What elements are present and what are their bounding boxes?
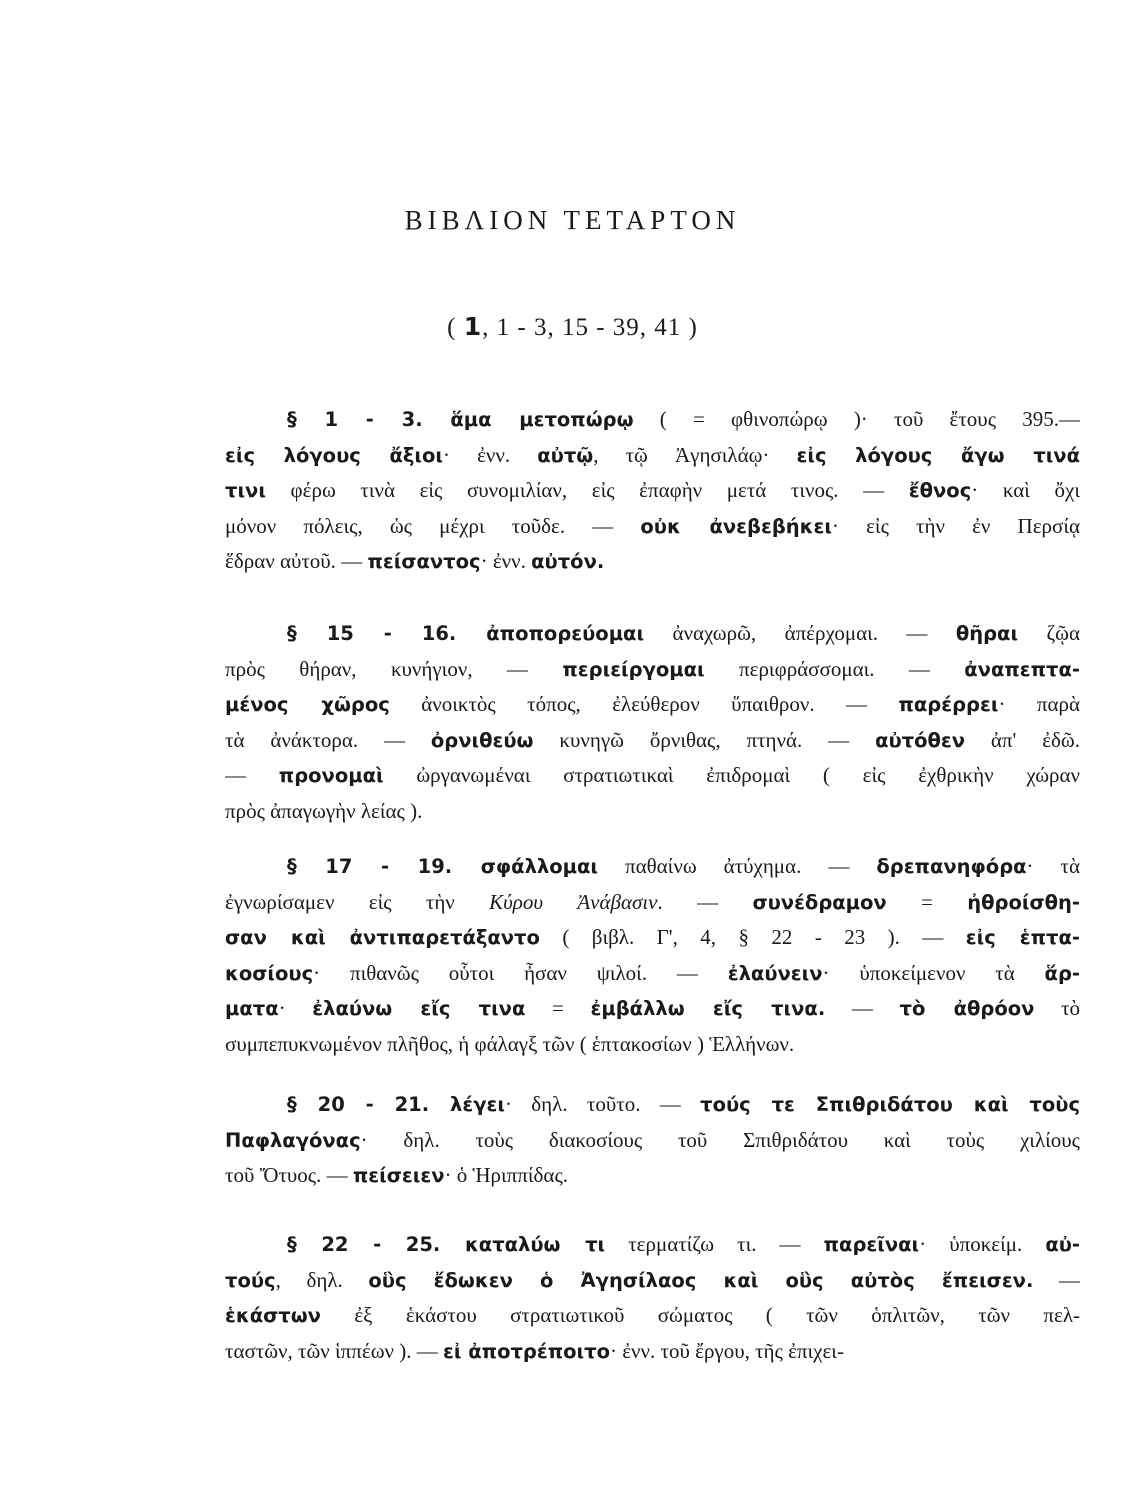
chapter-number: 1: [463, 312, 483, 341]
gloss: —: [825, 996, 900, 1020]
lemma: § 15 - 16. ἀποπορεύομαι: [287, 622, 645, 645]
gloss: ζῷα: [1018, 621, 1080, 645]
lemma: σαν καὶ ἀντιπαρετάξαντο: [225, 926, 540, 949]
gloss: · ἐνν.: [480, 549, 532, 573]
lemma: § 17 - 19. σφάλλομαι: [287, 855, 598, 878]
lemma: τὸ ἀθρόον: [899, 997, 1035, 1020]
lemma: Παφλαγόνας: [225, 1128, 361, 1152]
text-line: [225, 794, 1080, 830]
lemma: § 20 - 21. λέγει: [287, 1093, 505, 1116]
gloss: , τῷ Ἀγησιλάῳ·: [593, 442, 797, 467]
lemma: πείσειεν: [352, 1164, 445, 1187]
lemma: ὀρνιθεύω: [430, 728, 534, 752]
section-1-3: [225, 402, 1080, 580]
lemma: δρεπανηφόρα: [876, 855, 1027, 878]
gloss: · καὶ ὄχι: [971, 478, 1080, 502]
gloss: · παρὰ: [998, 692, 1080, 716]
lemma: ἐλαύνειν: [727, 961, 823, 985]
range-list: , 1 - 3, 15 - 39, 41 ): [482, 314, 698, 341]
gloss: . —: [657, 889, 753, 914]
text-line: [225, 438, 1080, 474]
lemma: οὐκ ἀνεβεβήκει: [640, 514, 832, 538]
gloss: πρὸς ἀπαγωγὴν λείας ).: [225, 798, 423, 823]
gloss: ταστῶν, τῶν ἱππέων ). —: [225, 1338, 444, 1363]
gloss: ( = φθινοπώρῳ )· τοῦ ἔτους 395.—: [633, 407, 1080, 431]
gloss: ἀπ' ἐδῶ.: [965, 727, 1080, 752]
text-line: [225, 544, 1080, 580]
gloss: τερματίζω τι. —: [605, 1232, 824, 1256]
text-line: [225, 920, 1080, 956]
text-line: [225, 849, 1080, 885]
gloss: · δηλ. τοὺς διακοσίους τοῦ Σπιθριδάτου καὶ τοὺς χιλίους: [360, 1127, 1080, 1152]
gloss: · εἰς τὴν ἐν Περσίᾳ: [831, 513, 1080, 538]
section-22-25: [225, 1227, 1080, 1369]
lemma: ἔθνος: [908, 479, 972, 502]
gloss: =: [886, 889, 968, 914]
lemma: ματα: [225, 997, 279, 1020]
text-line: [225, 723, 1080, 759]
gloss: ·: [278, 996, 313, 1020]
lemma: κοσίους: [225, 961, 314, 985]
lemma: εἰς λόγους ἄξιοι: [225, 443, 443, 467]
gloss: · δηλ. τοῦτο. —: [504, 1092, 701, 1116]
gloss: ἀνοικτὸς τόπος, ἐλεύθερον ὕπαιθρον. —: [389, 692, 899, 716]
gloss: τὰ ἀνάκτορα. —: [225, 727, 431, 752]
gloss: —: [225, 763, 279, 787]
lemma: ἅρ-: [1044, 961, 1080, 985]
lemma: εἰ ἀποτρέποιτο: [443, 1339, 610, 1363]
gloss: · ὁ Ἡριππίδας.: [444, 1163, 569, 1187]
lemma: ἑκάστων: [225, 1304, 321, 1327]
gloss: · ὑποκείμ.: [919, 1232, 1046, 1256]
gloss: =: [525, 996, 591, 1020]
lemma: αὐτῷ: [537, 443, 594, 467]
gloss: μόνον πόλεις, ὡς μέχρι τοῦδε. —: [225, 513, 641, 538]
lemma: θῆραι: [955, 622, 1019, 645]
text-line: [225, 509, 1080, 545]
lemma: § 22 - 25. καταλύω τι: [287, 1233, 606, 1256]
lemma: οὓς ἔδωκεν ὁ Ἀγησίλαος καὶ οὓς αὐτὸς ἔπεισεν.: [368, 1268, 1034, 1292]
gloss: ἕδραν αὐτοῦ. —: [225, 549, 368, 573]
text-line: [225, 956, 1080, 992]
lemma: τούς: [225, 1268, 276, 1292]
text-line: [225, 402, 1080, 438]
gloss: ἐξ ἑκάστου στρατιωτικοῦ σώματος ( τῶν ὁπλιτῶν, τῶν πελ-: [320, 1303, 1080, 1327]
gloss: παθαίνω ἀτύχημα. —: [598, 854, 877, 878]
gloss: · τὰ: [1026, 854, 1080, 878]
gloss: ἀναχωρῶ, ἀπέρχομαι. —: [644, 621, 956, 645]
text-line: [225, 758, 1080, 794]
section-20-21: [225, 1087, 1080, 1194]
text-line: [225, 1123, 1080, 1159]
lemma: ἀναπεπτα-: [964, 657, 1080, 681]
text-line: [225, 616, 1080, 652]
gloss: , δηλ.: [275, 1267, 369, 1292]
gloss: κυνηγῶ ὄρνιθας, πτηνά. —: [533, 727, 876, 752]
lemma: εἰς ἑπτα-: [965, 926, 1080, 949]
text-line: [225, 1263, 1080, 1299]
gloss: ὠργανωμέναι στρατιωτικαὶ ἐπιδρομαὶ ( εἰς ἐχθρικὴν χώραν: [383, 763, 1080, 787]
section-17-19: [225, 849, 1080, 1062]
text-line: [225, 991, 1080, 1027]
lemma: ἠθροίσθη-: [967, 890, 1080, 914]
lemma: § 1 - 3. ἅμα μετοπώρῳ: [287, 408, 634, 431]
text-line: [225, 473, 1080, 509]
text-line: [225, 1158, 1080, 1194]
range-open: (: [447, 314, 464, 341]
lemma: πείσαντος: [367, 550, 481, 573]
gloss: τοῦ Ὄτυος. —: [225, 1163, 353, 1187]
text-line: [225, 885, 1080, 921]
section-15-16: [225, 616, 1080, 829]
gloss: ( βιβλ. Γ', 4, § 22 - 23 ). —: [539, 925, 966, 949]
lemma: αὐ-: [1045, 1233, 1080, 1256]
text-line: [225, 1227, 1080, 1263]
lemma: τούς τε Σπιθριδάτου καὶ τοὺς: [700, 1093, 1080, 1116]
chapter-range: [0, 312, 1145, 342]
gloss: τὸ: [1034, 996, 1080, 1020]
gloss: ἐγνωρίσαμεν εἰς τὴν: [225, 889, 490, 914]
lemma: περιείργομαι: [562, 657, 705, 681]
lemma: ἐλαύνω εἴς τινα: [312, 997, 526, 1020]
lemma: παρεῖναι: [823, 1233, 920, 1256]
text-line: [225, 1027, 1080, 1063]
gloss: συμπεπυκνωμένον πλῆθος, ἡ φάλαγξ τῶν ( ἑπτακοσίων ) Ἑλλήνων.: [225, 1031, 795, 1056]
gloss: πρὸς θήραν, κυνήγιον, —: [225, 656, 563, 681]
lemma: παρέρρει: [898, 693, 999, 716]
gloss: · πιθανῶς οὗτοι ἦσαν ψιλοί. —: [313, 960, 728, 985]
lemma: συνέδραμον: [752, 890, 887, 914]
lemma: ἐμβάλλω εἴς τινα.: [590, 997, 826, 1020]
gloss: · ἐνν. τοῦ ἔργου, τῆς ἐπιχει-: [610, 1338, 844, 1363]
text-line: [225, 687, 1080, 723]
lemma: μένος χῶρος: [225, 693, 390, 716]
lemma: προνομαὶ: [278, 764, 384, 787]
lemma: εἰς λόγους ἄγω τινά: [796, 443, 1080, 467]
gloss: περιφράσσομαι. —: [704, 656, 965, 681]
text-line: [225, 1298, 1080, 1334]
lemma: αὐτόθεν: [875, 728, 966, 752]
gloss: φέρω τινὰ εἰς συνομιλίαν, εἰς ἐπαφὴν μετά τινος. —: [265, 478, 909, 502]
lemma: αὐτόν.: [531, 550, 605, 573]
text-line: [225, 1334, 1080, 1370]
gloss: —: [1033, 1267, 1080, 1292]
lemma: τινι: [225, 479, 266, 502]
text-line: [225, 1087, 1080, 1123]
title-ref: Κύρου Ἀνάβασιν: [489, 889, 658, 914]
book-title: ΒΙΒΛΙΟΝ ΤΕΤΑΡΤΟΝ: [404, 205, 741, 235]
gloss: · ἐνν.: [442, 442, 538, 467]
text-line: [225, 652, 1080, 688]
gloss: · ὑποκείμενον τὰ: [822, 960, 1045, 985]
